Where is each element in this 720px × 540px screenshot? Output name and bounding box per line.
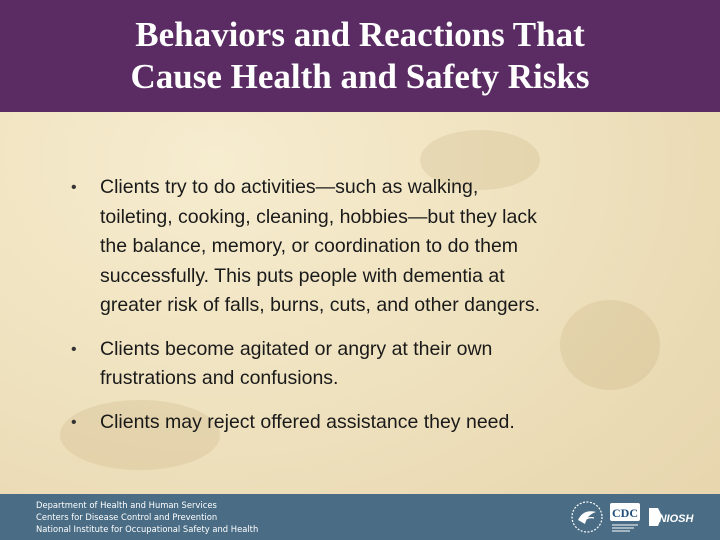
bullet-text-line: greater risk of falls, burns, cuts, and other dangers.: [100, 294, 541, 316]
bullet-text-line: successfully. This puts people with dementia at: [100, 264, 505, 287]
footer-agency-text: [36, 499, 258, 535]
footer-line: Department of Health and Human Services: [36, 500, 217, 510]
footer-logos: [570, 498, 694, 536]
bullet-icon: •: [71, 179, 77, 196]
slide-title-line-2: Cause Health and Safety Risks: [130, 57, 590, 96]
bullet-text-line: toileting, cooking, cleaning, hobbies—but they lack: [100, 205, 537, 228]
slide-title-line-1: Behaviors and Reactions That: [135, 15, 585, 54]
footer-line: Centers for Disease Control and Prevention: [36, 512, 218, 522]
title-bar: [0, 0, 720, 112]
bullet-icon: •: [71, 413, 77, 431]
bullet-text-line: Clients become agitated or angry at their own: [100, 337, 493, 360]
bullet-icon: •: [71, 340, 77, 358]
bullet-item: [68, 408, 698, 438]
cdc-logo: [608, 500, 642, 534]
bullet-item: [68, 173, 698, 321]
cdc-logo-text: CDC: [612, 506, 638, 520]
bullet-text-line: the balance, memory, or coordination to do them: [100, 235, 519, 257]
bullet-text-line: frustrations and confusions.: [100, 367, 339, 389]
footer-line: National Institute for Occupational Safety and Health: [36, 524, 259, 534]
niosh-logo: [646, 500, 694, 534]
hhs-eagle-logo: [570, 500, 604, 534]
bullet-list: [68, 173, 698, 451]
niosh-logo-text: NIOSH: [658, 513, 694, 525]
bullet-item: [68, 335, 698, 394]
bullet-text-line: Clients may reject offered assistance they need.: [100, 410, 515, 433]
footer-bar: [0, 494, 720, 540]
bullet-text-line: Clients try to do activities—such as walking,: [100, 176, 479, 198]
